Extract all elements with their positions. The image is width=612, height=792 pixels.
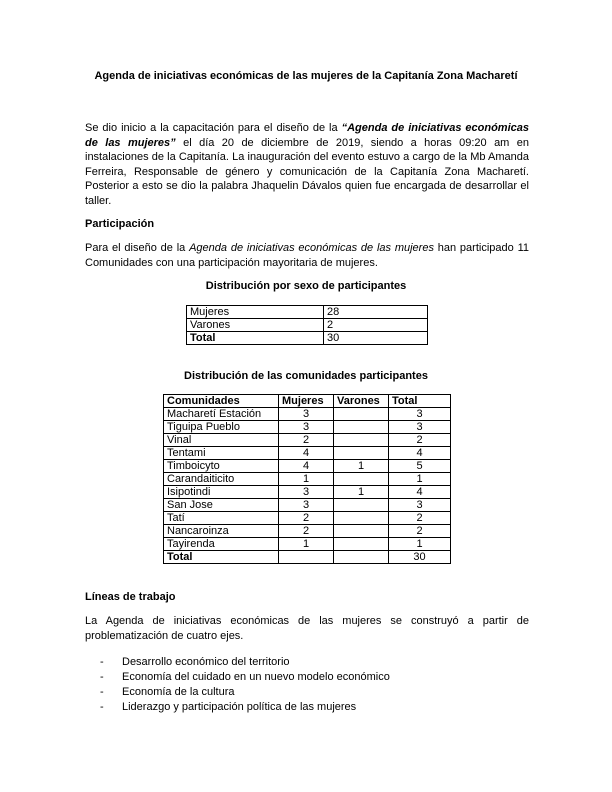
varones-cell [334, 512, 389, 525]
mujeres-cell: 3 [279, 499, 334, 512]
varones-cell [334, 408, 389, 421]
comunidades-table-heading: Distribución de las comunidades participantes [184, 370, 428, 382]
list-item [100, 655, 390, 670]
community-name-cell: Macharetí Estación [164, 408, 279, 421]
community-name-cell: Vinal [164, 434, 279, 447]
mujeres-cell: 1 [279, 538, 334, 551]
intro-paragraph [85, 121, 529, 208]
table-row [164, 486, 451, 499]
column-header: Mujeres [279, 395, 334, 408]
table-row [164, 421, 451, 434]
empty-cell [334, 551, 389, 564]
comunidades-table-body [164, 408, 451, 551]
list-item [100, 670, 390, 685]
mujeres-cell: 3 [279, 486, 334, 499]
varones-cell [334, 525, 389, 538]
community-name-cell: Isipotindi [164, 486, 279, 499]
mujeres-cell: 2 [279, 434, 334, 447]
intro-text-1: Se dio inicio a la capacitación para el diseño de la [85, 122, 342, 134]
total-cell: 1 [389, 538, 451, 551]
list-item-text: Desarrollo económico del territorio [122, 656, 290, 668]
table-header-row [164, 395, 451, 408]
total-cell: 5 [389, 460, 451, 473]
total-cell: 3 [389, 499, 451, 512]
list-item [100, 685, 390, 700]
sexo-value-cell: 28 [324, 306, 428, 319]
participacion-text-2: han participado 11 Comunidades con una participación mayoritaria de mujeres. [85, 242, 529, 269]
list-item-text: Economía de la cultura [122, 686, 235, 698]
varones-cell: 1 [334, 486, 389, 499]
varones-cell [334, 538, 389, 551]
varones-cell [334, 447, 389, 460]
table-row [164, 525, 451, 538]
table-row [164, 473, 451, 486]
varones-cell [334, 499, 389, 512]
total-value-cell: 30 [389, 551, 451, 564]
intro-emphasis: “Agenda de iniciativas económicas de las mujeres” [85, 122, 530, 149]
sexo-label-cell: Mujeres [187, 306, 324, 319]
lineas-heading: Líneas de trabajo [85, 591, 176, 603]
table-row [187, 306, 428, 319]
total-label-cell: Total [164, 551, 279, 564]
community-name-cell: Tiguipa Pueblo [164, 421, 279, 434]
sexo-value-cell: 2 [324, 319, 428, 332]
total-cell: 4 [389, 447, 451, 460]
mujeres-cell: 3 [279, 408, 334, 421]
community-name-cell: Nancaroinza [164, 525, 279, 538]
total-cell: 3 [389, 421, 451, 434]
table-row [164, 499, 451, 512]
table-row [164, 538, 451, 551]
total-cell: 2 [389, 525, 451, 538]
bullet-marker: - [100, 701, 104, 713]
community-name-cell: Tatí [164, 512, 279, 525]
empty-cell [279, 551, 334, 564]
community-name-cell: Timboicyto [164, 460, 279, 473]
total-cell: 2 [389, 512, 451, 525]
participacion-emphasis: Agenda de iniciativas económicas de las mujeres [189, 242, 434, 254]
sexo-total-value: 30 [324, 332, 428, 345]
total-cell: 2 [389, 434, 451, 447]
community-name-cell: Tayirenda [164, 538, 279, 551]
bullet-marker: - [100, 686, 104, 698]
participacion-text-1: Para el diseño de la [85, 242, 190, 254]
community-name-cell: Tentami [164, 447, 279, 460]
participacion-paragraph [85, 241, 529, 270]
sexo-total-label: Total [187, 332, 324, 345]
mujeres-cell: 2 [279, 525, 334, 538]
column-header: Comunidades [164, 395, 279, 408]
list-item-text: Economía del cuidado en un nuevo modelo económico [122, 671, 390, 683]
mujeres-cell: 4 [279, 460, 334, 473]
sexo-table-heading: Distribución por sexo de participantes [205, 280, 407, 292]
column-header: Varones [334, 395, 389, 408]
table-row [164, 408, 451, 421]
mujeres-cell: 4 [279, 447, 334, 460]
comunidades-table [163, 394, 451, 564]
table-row [164, 460, 451, 473]
list-item [100, 700, 390, 715]
bullet-marker: - [100, 656, 104, 668]
participacion-heading: Participación [85, 218, 155, 230]
mujeres-cell: 1 [279, 473, 334, 486]
mujeres-cell: 3 [279, 421, 334, 434]
total-cell: 3 [389, 408, 451, 421]
community-name-cell: San Jose [164, 499, 279, 512]
list-item-text: Liderazgo y participación política de las mujeres [122, 701, 357, 713]
varones-cell [334, 421, 389, 434]
total-cell: 1 [389, 473, 451, 486]
lineas-paragraph: La Agenda de iniciativas económicas de las mujeres se construyó a partir de problematización de cuatro ejes. [85, 615, 529, 642]
sexo-label-cell: Varones [187, 319, 324, 332]
document-title: Agenda de iniciativas económicas de las mujeres de la Capitanía Zona Macharetí [94, 70, 518, 82]
column-header: Total [389, 395, 451, 408]
table-row [164, 434, 451, 447]
sexo-table [186, 305, 428, 345]
bullet-marker: - [100, 671, 104, 683]
table-total-row [164, 551, 451, 564]
table-row [187, 319, 428, 332]
intro-text-2: el día 20 de diciembre de 2019, siendo a horas 09:20 am en instalaciones de la Capitanía. La inauguración del evento estuvo a cargo de la Mb Amanda Ferreira, Responsable de género y comunicación de la Capitanía Zona Macharetí. Posterior a esto se dio la palabra Jhaquelin Dávalos quien fue encargada de desarrollar el taller. [85, 136, 530, 207]
lineas-list [100, 655, 390, 715]
varones-cell: 1 [334, 460, 389, 473]
mujeres-cell: 2 [279, 512, 334, 525]
community-name-cell: Carandaiticito [164, 473, 279, 486]
varones-cell [334, 434, 389, 447]
table-row [164, 512, 451, 525]
table-row [187, 332, 428, 345]
varones-cell [334, 473, 389, 486]
table-row [164, 447, 451, 460]
total-cell: 4 [389, 486, 451, 499]
